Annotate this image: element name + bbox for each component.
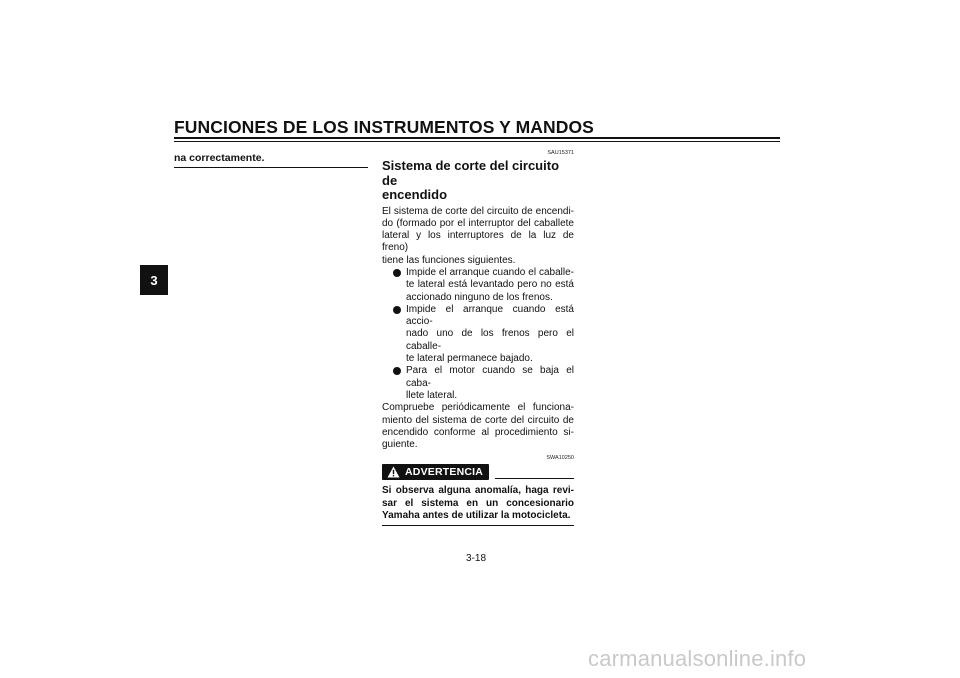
list-item-line: nado uno de los frenos pero el caballe- — [406, 328, 574, 352]
warning-badge — [382, 464, 489, 480]
right-column — [382, 150, 574, 526]
left-column-rule — [174, 167, 368, 168]
warning-line: Si observa alguna anomalía, haga revi- — [382, 485, 574, 497]
list-item-line: accionado ninguno de los frenos. — [406, 291, 553, 303]
bullet-icon — [393, 306, 401, 314]
chapter-tab-number: 3 — [150, 272, 158, 288]
check-line: guiente. — [382, 439, 418, 451]
list-item-line: te lateral está levantado pero no está — [406, 279, 574, 291]
check-line: Compruebe periódicamente el funciona- — [382, 402, 574, 414]
bullet-icon — [393, 367, 401, 375]
list-item — [382, 304, 574, 365]
section-title — [382, 159, 574, 203]
intro-paragraph — [382, 206, 574, 267]
function-list — [382, 267, 574, 402]
section-code: SAU15371 — [547, 150, 574, 156]
warning-line: sar el sistema en un concesionario — [382, 497, 574, 509]
intro-line: tiene las funciones siguientes. — [382, 254, 516, 266]
chapter-tab — [140, 265, 168, 295]
list-item-line: Impide el arranque cuando está accio- — [406, 303, 574, 328]
warning-header — [382, 464, 574, 480]
list-item-line: Para el motor cuando se baja el caba- — [406, 365, 574, 389]
list-item — [382, 267, 574, 304]
page-title: FUNCIONES DE LOS INSTRUMENTOS Y MANDOS — [174, 117, 594, 137]
intro-line: do (formado por el interruptor del caballete — [382, 217, 574, 229]
warning-text — [382, 485, 574, 523]
warning-line: Yamaha antes de utilizar la motocicleta. — [382, 510, 571, 522]
title-rule-thin — [174, 141, 780, 142]
warning-triangle-icon — [387, 466, 400, 478]
intro-line: El sistema de corte del circuito de encendi- — [382, 205, 574, 217]
title-rule — [174, 137, 780, 139]
warning-bottom-rule — [382, 525, 574, 526]
check-line: encendido conforme al procedimiento si- — [382, 426, 574, 438]
warning-code: SWA10250 — [546, 455, 574, 462]
list-item-line: llete lateral. — [406, 389, 458, 401]
warning-header-rule — [495, 478, 574, 479]
list-item-line: te lateral permanece bajado. — [406, 353, 533, 365]
section-title-line: encendido — [382, 187, 448, 202]
list-item — [382, 365, 574, 402]
check-line: miento del sistema de corte del circuito de — [382, 414, 574, 426]
intro-line: lateral y los interruptores de la luz de freno) — [382, 230, 574, 254]
list-item-line: Impide el arranque cuando el caballe- — [406, 266, 574, 278]
page-number: 3-18 — [466, 553, 487, 564]
left-column — [174, 152, 368, 168]
continuation-text: na correctamente. — [174, 152, 265, 164]
warning-label: ADVERTENCIA — [405, 466, 484, 479]
watermark: carmanualsonline.info — [588, 646, 807, 671]
bullet-icon — [393, 269, 401, 277]
check-paragraph — [382, 402, 574, 451]
section-title-line: Sistema de corte del circuito de — [382, 158, 560, 188]
